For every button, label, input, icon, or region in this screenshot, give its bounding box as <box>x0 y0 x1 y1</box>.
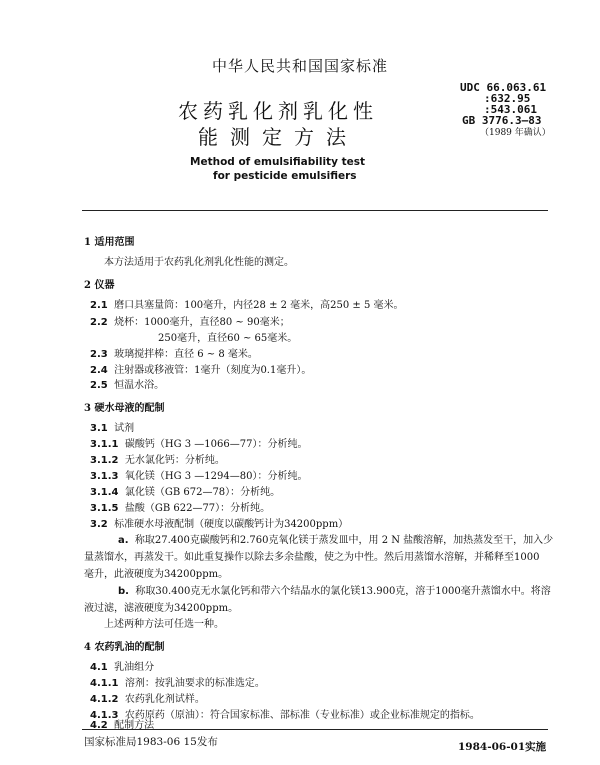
section-1-heading: 1 适用范围 <box>84 237 135 248</box>
clause-3-1-3 <box>90 467 307 482</box>
clause-number: 3.1.2 <box>90 455 119 466</box>
clause-2-5 <box>90 376 164 391</box>
clause-3-1-2 <box>90 451 225 466</box>
clause-text: 恒温水浴。 <box>114 380 165 391</box>
clause-number: 3.1.5 <box>90 503 119 514</box>
method-a-line-2: 量蒸馏水，再蒸发干。如此重复操作以除去多余盐酸，使之为中性。然后用蒸馏水溶解，并稀释至1000 <box>84 552 540 563</box>
clause-number: 3.1.1 <box>90 439 119 450</box>
clause-3-2 <box>90 515 348 530</box>
english-title-line-2: for pesticide emulsifiers <box>213 170 357 182</box>
clause-2-2-continued: 250毫升，直径60 ~ 65毫米。 <box>158 333 298 344</box>
method-choice-note: 上述两种方法可任选一种。 <box>104 619 224 630</box>
clause-number: 4.1.1 <box>90 678 119 689</box>
clause-number: 3.1.3 <box>90 471 119 482</box>
clause-number: 4.1.3 <box>90 710 119 721</box>
clause-3-1-5 <box>90 499 270 514</box>
clause-number: 4.1.2 <box>90 694 119 705</box>
clause-3-1 <box>90 419 134 434</box>
clause-number: 3.1 <box>90 423 108 434</box>
clause-text: 农药原药（原油）：符合国家标准、部标准（专业标准）或企业标准规定的指标。 <box>124 710 480 721</box>
clause-number: 2.3 <box>90 349 108 360</box>
clause-text: 碳酸钙（HG 3 —1066—77）：分析纯。 <box>124 439 308 450</box>
clause-text: 注射器或移液管：1毫升（刻度为0.1毫升）。 <box>114 365 312 376</box>
udc-code-line-1: UDC 66.063.61 <box>460 81 547 94</box>
standard-title: 中华人民共和国国家标准 <box>211 57 388 75</box>
clause-4-2 <box>90 716 154 731</box>
clause-text: 农药乳化剂试样。 <box>124 694 205 705</box>
clause-text: 溶剂：按乳油要求的标准选定。 <box>124 678 265 689</box>
clause-number: 4.1 <box>90 662 108 673</box>
clause-number: 3.1.4 <box>90 487 119 498</box>
clause-text: 氧化镁（HG 3 —1294—80）：分析纯。 <box>124 471 308 482</box>
clause-number: 2.5 <box>90 380 108 391</box>
issue-date: 国家标准局1983-06 15发布 <box>84 736 218 748</box>
clause-number: 2.1 <box>90 300 108 311</box>
clause-2-4 <box>90 361 311 376</box>
item-text: 称取27.400克碳酸钙和2.760克氧化镁于蒸发皿中，用 2 N 盐酸溶解，加热蒸发至干，加入少 <box>134 535 554 546</box>
clause-2-3 <box>90 345 258 360</box>
clause-4-1-2 <box>90 690 205 705</box>
section-1-text: 本方法适用于农药乳化剂乳化性能的测定。 <box>104 257 294 268</box>
udc-code-line-2: :632.95 <box>484 92 531 105</box>
section-4-heading: 4 农药乳油的配制 <box>84 642 165 653</box>
clause-number: 3.2 <box>90 519 108 530</box>
clause-2-1 <box>90 296 404 311</box>
clause-text: 氯化镁（GB 672—78）：分析纯。 <box>124 487 281 498</box>
udc-code-line-3: :543.061 <box>484 103 537 116</box>
clause-text: 配制方法 <box>114 720 155 731</box>
clause-text: 盐酸（GB 622—77）：分析纯。 <box>124 503 271 514</box>
header-divider <box>82 210 548 211</box>
section-2-heading: 2 仪器 <box>84 280 115 291</box>
clause-text: 无水氯化钙：分析纯。 <box>124 455 225 466</box>
item-text: 称取30.400克无水氯化钙和带六个结晶水的氯化镁13.900克，溶于1000毫升蒸馏水中。将溶 <box>135 586 551 597</box>
gb-standard-number: GB 3776.3—83 <box>462 114 542 127</box>
clause-4-1 <box>90 658 154 673</box>
method-a-line-3: 毫升，此液硬度为34200ppm。 <box>84 569 229 580</box>
english-title-line-1: Method of emulsifiability test <box>190 156 365 168</box>
clause-text: 标准硬水母液配制（硬度以碳酸钙计为34200ppm） <box>114 519 349 530</box>
clause-text: 试剂 <box>114 423 135 434</box>
method-b-line-2: 液过滤，滤液硬度为34200ppm。 <box>84 603 239 614</box>
clause-3-1-1 <box>90 435 307 450</box>
clause-3-1-4 <box>90 483 280 498</box>
effective-date: 1984-06-01实施 <box>458 741 547 753</box>
clause-number: 2.2 <box>90 317 108 328</box>
clause-text: 乳油组分 <box>114 662 155 673</box>
item-label: b. <box>118 586 129 597</box>
clause-2-2 <box>90 313 290 328</box>
clause-text: 磨口具塞量筒：100毫升，内径28 ± 2 毫米，高250 ± 5 毫米。 <box>114 300 404 311</box>
confirmation-year: （1989 年确认） <box>480 128 551 138</box>
clause-text: 烧杯：1000毫升，直径80 ~ 90毫米； <box>114 317 290 328</box>
item-label: a. <box>118 535 129 546</box>
clause-text: 玻璃搅拌棒：直径 6 ~ 8 毫米。 <box>114 349 258 360</box>
document-title-line-2: 能测定方法 <box>198 125 358 149</box>
clause-number: 2.4 <box>90 365 108 376</box>
clause-4-1-1 <box>90 674 265 689</box>
method-a-line-1 <box>118 531 553 546</box>
document-title-line-1: 农药乳化剂乳化性 <box>178 99 378 123</box>
method-b-line-1 <box>118 582 551 597</box>
section-3-heading: 3 硬水母液的配制 <box>84 403 165 414</box>
clause-number: 4.2 <box>90 720 108 731</box>
